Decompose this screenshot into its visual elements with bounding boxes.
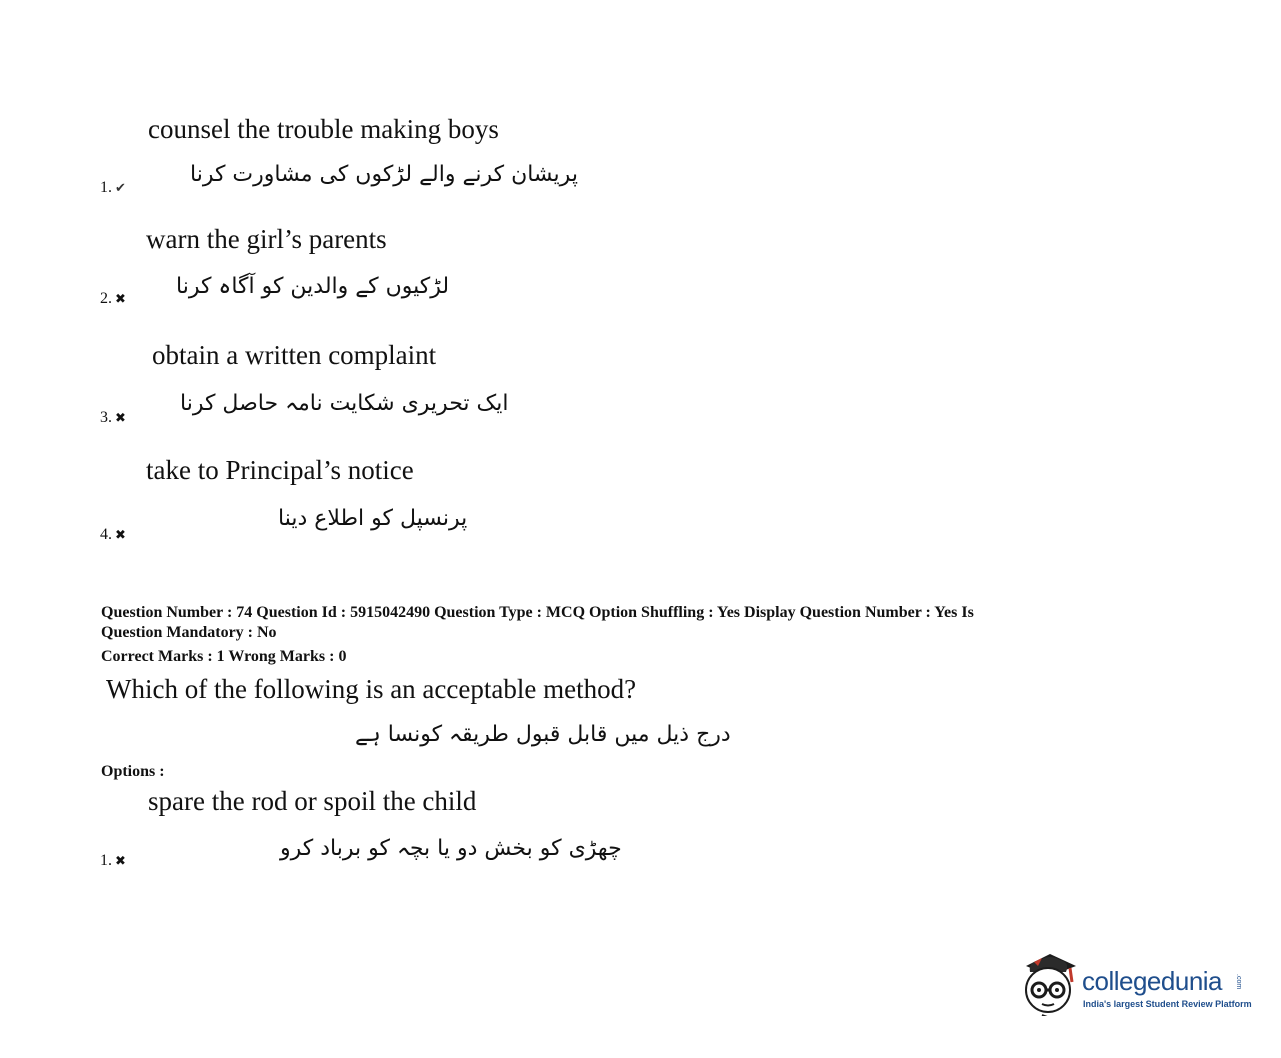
- option-3-label: [100, 409, 126, 427]
- question-option-1-number: 1.: [100, 852, 112, 869]
- logo-wordmark: collegedunia: [1082, 966, 1223, 996]
- options-label: Options :: [101, 763, 165, 780]
- cross-icon: ✖: [115, 411, 126, 426]
- question-option-1-urdu: چھڑی کو بخش دو یا بچہ کو برباد کرو: [280, 836, 622, 861]
- question-meta-line-2: Question Mandatory : No: [101, 624, 277, 641]
- question-meta-line-1: Question Number : 74 Question Id : 5915042490 Question Type : MCQ Option Shuffling : Yes Display Question Number : Yes Is: [101, 604, 974, 621]
- logo-com: .com: [1235, 974, 1242, 990]
- cross-icon: ✖: [115, 854, 126, 869]
- option-2-label: [100, 290, 126, 308]
- option-1-english: counsel the trouble making boys: [148, 114, 499, 144]
- cross-icon: ✖: [115, 528, 126, 543]
- option-2-urdu: لڑکیوں کے والدین کو آگاہ کرنا: [176, 274, 450, 299]
- option-4-english: take to Principal’s notice: [146, 455, 414, 485]
- option-1-urdu: پریشان کرنے والے لڑکوں کی مشاورت کرنا: [190, 162, 578, 187]
- collegedunia-logo: [1020, 952, 1260, 1022]
- question-option-1-label: [100, 852, 126, 870]
- mascot-icon: [1020, 952, 1080, 1016]
- option-3-urdu: ایک تحریری شکایت نامہ حاصل کرنا: [180, 391, 509, 416]
- check-icon: ✔: [115, 181, 126, 196]
- logo-tagline: India's largest Student Review Platform: [1083, 999, 1252, 1009]
- option-4-label: [100, 526, 126, 544]
- question-marks: Correct Marks : 1 Wrong Marks : 0: [101, 648, 347, 665]
- question-option-1-english: spare the rod or spoil the child: [148, 786, 477, 816]
- option-2-english: warn the girl’s parents: [146, 224, 387, 254]
- option-1-label: [100, 179, 126, 197]
- option-4-number: 4.: [100, 526, 112, 543]
- question-text-english: Which of the following is an acceptable method?: [106, 674, 637, 704]
- option-3-number: 3.: [100, 409, 112, 426]
- cross-icon: ✖: [115, 292, 126, 307]
- option-2-number: 2.: [100, 290, 112, 307]
- option-1-number: 1.: [100, 179, 112, 196]
- option-4-urdu: پرنسپل کو اطلاع دینا: [278, 506, 468, 531]
- question-text-urdu: درج ذیل میں قابل قبول طریقہ کونسا ہے: [355, 722, 731, 747]
- option-3-english: obtain a written complaint: [152, 340, 437, 370]
